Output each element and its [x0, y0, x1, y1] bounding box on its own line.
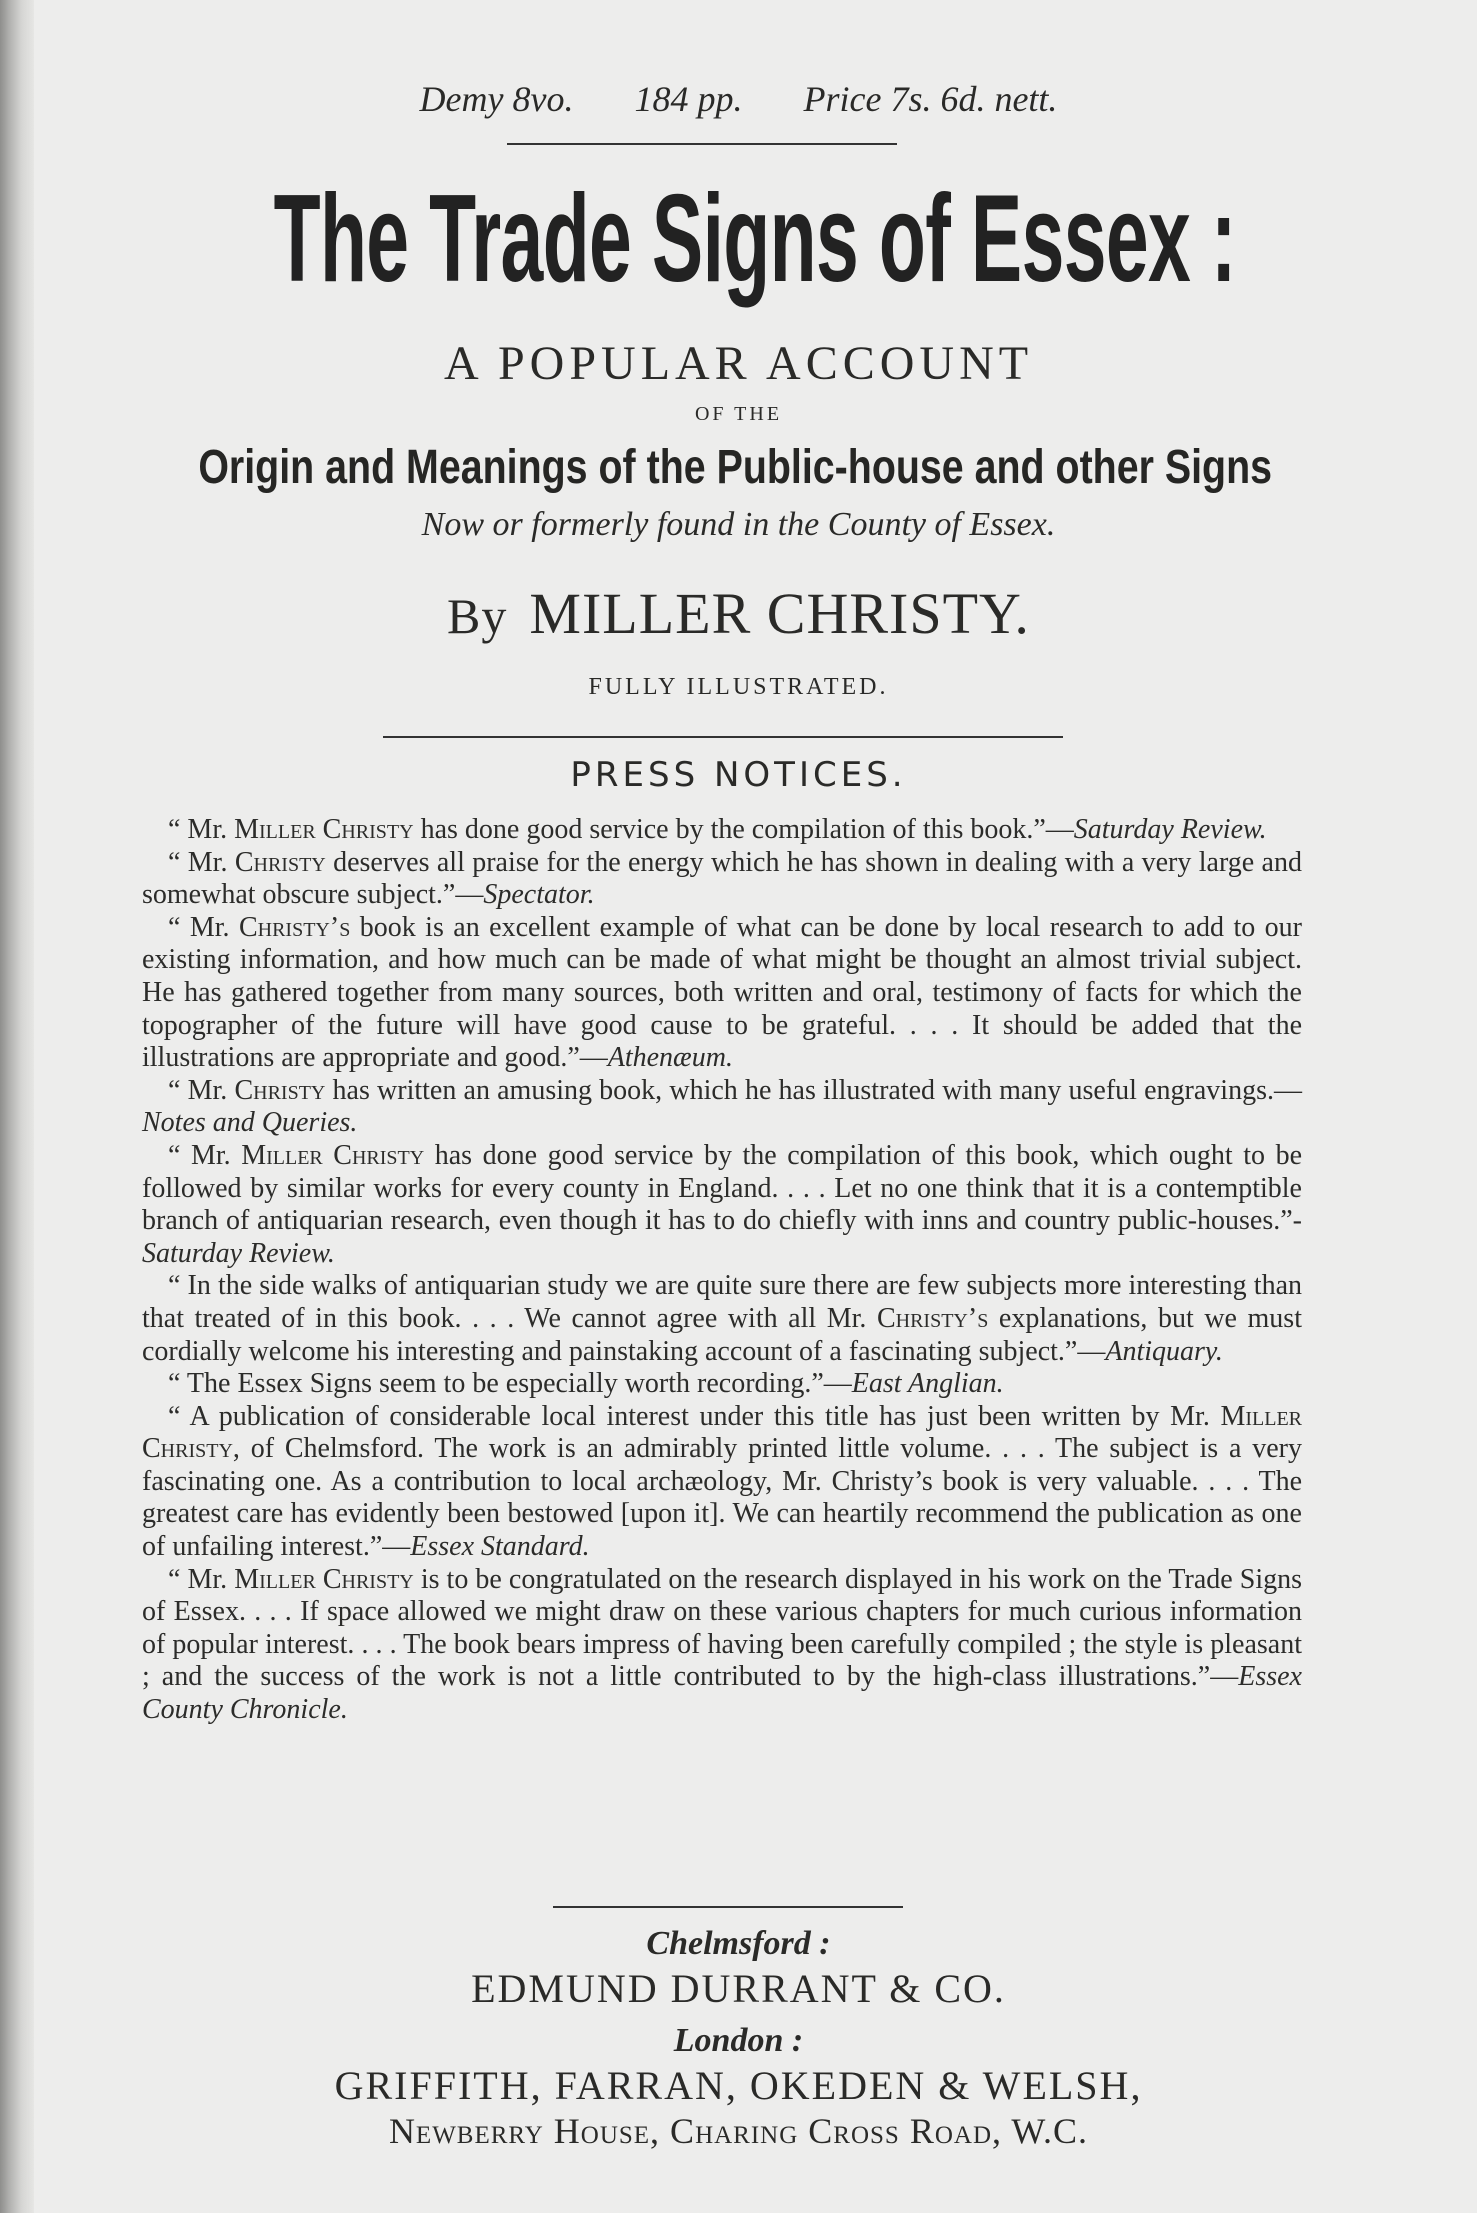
subtitle-line-2: OF THE: [694, 403, 783, 425]
rule-bottom: [553, 1906, 903, 1908]
imprint-publisher-1: EDMUND DURRANT & CO.: [471, 1966, 1006, 2011]
page-count: 184 pp.: [634, 79, 743, 119]
illustrated-note: FULLY ILLUSTRATED.: [588, 674, 889, 700]
notice: “ Mr. Miller Christy has done good service by the compilation of this book, which ought to be followed by similar works for every county in England. . . . Let no one think that it is a contemptible branch of antiquarian research, even though it has to do chiefly with inns and country public-houses.”-Saturday Review.: [142, 1139, 1303, 1269]
notice: “ Mr. Miller Christy has done good service by the compilation of this book.”—Saturday Review.: [168, 814, 1267, 845]
rule-top: [507, 143, 897, 145]
imprint-place-1: Chelmsford :: [646, 1925, 831, 1962]
imprint-publisher-2: GRIFFITH, FARRAN, OKEDEN & WELSH,: [334, 2063, 1143, 2108]
notice: “ Mr. Christy has written an amusing book, which he has illustrated with many useful engravings.—Notes and Queries.: [142, 1074, 1302, 1139]
author-line: [0, 580, 1477, 647]
subtitle-line-4: Now or formerly found in the County of Essex.: [421, 506, 1056, 543]
author-by: By: [447, 588, 508, 644]
notice: “ The Essex Signs seem to be especially worth recording.”—East Anglian.: [168, 1368, 1004, 1400]
subtitle-line-1: A POPULAR ACCOUNT: [443, 337, 1034, 390]
notice: “ A publication of considerable local interest under this title has just been written by Mr. Miller Christy, of Chelmsford. The work is an admirably printed little volume. . . . The subject is a very fascinating one. As a contribution to local archæology, Mr. Christy’s book is very valuable. . . . The greatest care has evidently been bestowed [upon it]. We can heartily recommend the publication as one of unfailing interest.”—Essex Standard.: [142, 1400, 1302, 1563]
rule-middle: [383, 736, 1063, 738]
notice: “ Mr. Christy deserves all praise for the energy which he has shown in dealing with a very large and somewhat obscure subject.”—Spectator.: [142, 846, 1302, 911]
press-notices-heading: PRESS NOTICES.: [570, 755, 907, 795]
format: Demy 8vo.: [419, 79, 574, 119]
price: Price 7s. 6d. nett.: [803, 79, 1058, 119]
subtitle-line-3: Origin and Meanings of the Public-house and other Signs: [198, 441, 1273, 494]
notice: “ In the side walks of antiquarian study we are quite sure there are few subjects more interesting than that treated of in this book. . . . We cannot agree with all Mr. Christy’s explanations, but we must cordially welcome his interesting and painstaking account of a fascinating subject.”—Antiquary.: [142, 1270, 1302, 1367]
imprint-address: Newberry House, Charing Cross Road, W.C.: [388, 2111, 1089, 2151]
book-title: The Trade Signs of Essex :: [273, 170, 1236, 308]
notice: “ Mr. Christy’s book is an excellent example of what can be done by local research to add to our existing information, and how much can be made of what might be thought an almost trivial subject. He has gathered together from many sources, both written and oral, testimony of facts for which the topographer of the future will have good cause to be grateful. . . . It should be added that the illustrations are appropriate and good.”—Athenæum.: [142, 911, 1303, 1074]
imprint-place-2: London :: [673, 2022, 804, 2059]
notice: “ Mr. Miller Christy is to be congratulated on the research displayed in his work on the Trade Signs of Essex. . . . If space allowed we might draw on these various chapters for much curious information of popular interest. . . . The book bears impress of having been carefully compiled ; the style is pleasant ; and the success of the work is not a little contributed to by the high-class illustrations.”—Essex County Chronicle.: [142, 1563, 1302, 1726]
author-name: MILLER CHRISTY.: [529, 581, 1030, 646]
press-notices: [142, 814, 1302, 1727]
format-line: [0, 78, 1477, 120]
